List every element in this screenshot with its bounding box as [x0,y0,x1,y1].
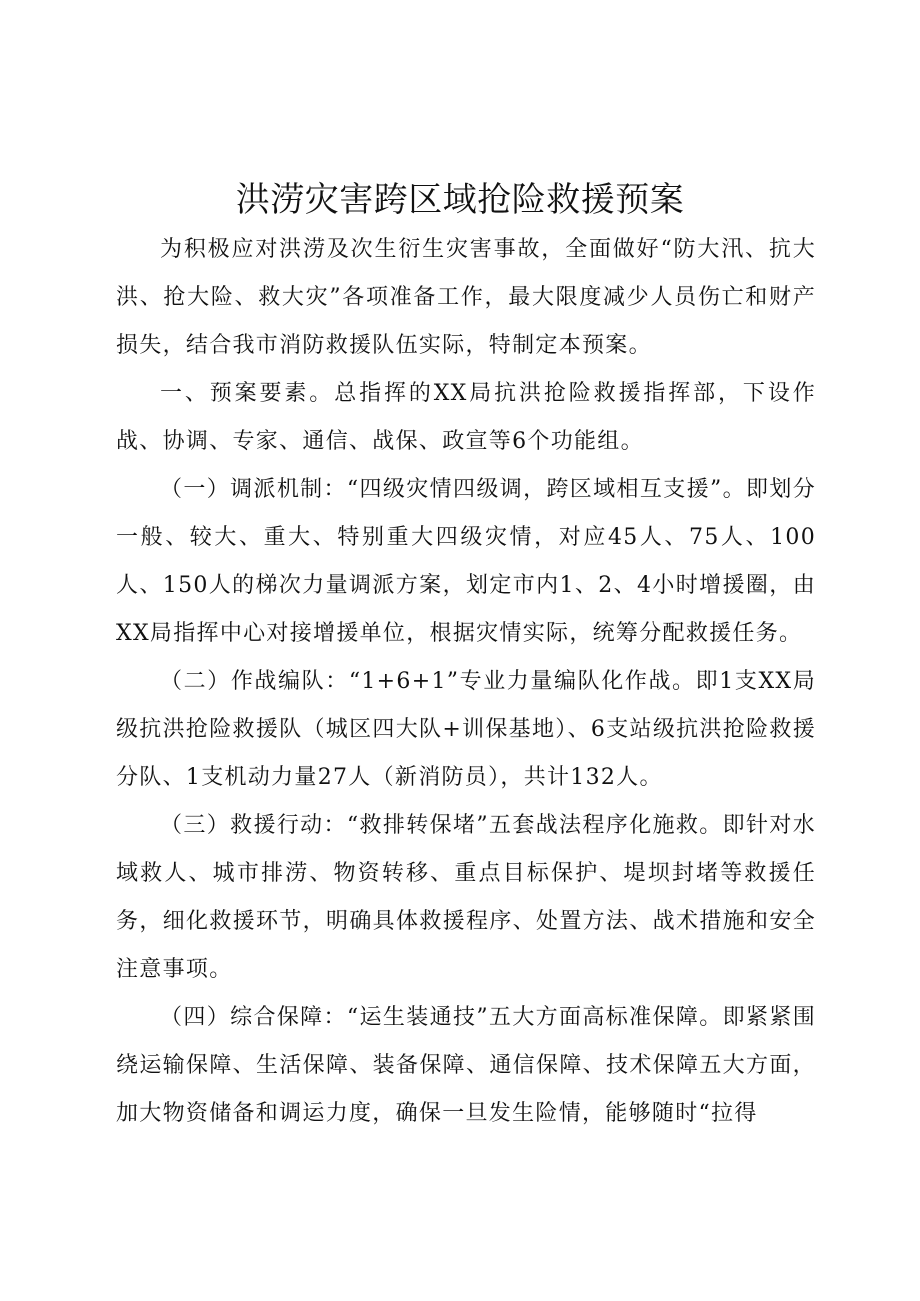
paragraph-text: （四）综合保障：“运生装通技”五大方面高标准保障。即紧紧围绕运输保障、生活保障、装备保障、通信保障、技术保障五大方面，加大物资储备和调运力度，确保一旦发生险情，能够随时“拉得 [116,1005,816,1126]
paragraph-text: （一）调派机制：“四级灾情四级调，跨区域相互支援”。即划分一般、较大、重大、特别重大四级灾情，对应45人、75人、100人、150人的梯次力量调派方案，划定市内1、2、4小时增援圈，由XX局指挥中心对接增援单位，根据灾情实际，统筹分配救援任务。 [116,477,816,646]
paragraph-item-3 [116,802,816,994]
paragraph-item-1 [116,466,816,658]
paragraph-intro [116,226,816,370]
paragraph-text: （三）救援行动：“救排转保堵”五套战法程序化施救。即针对水域救人、城市排涝、物资转移、重点目标保护、堤坝封堵等救援任务，细化救援环节，明确具体救援程序、处置方法、战术措施和安全注意事项。 [116,813,816,982]
paragraph-section-1 [116,370,816,466]
paragraph-item-2 [116,658,816,802]
paragraph-text: 为积极应对洪涝及次生衍生灾害事故，全面做好“防大汛、抗大洪、抢大险、救大灾”各项准备工作，最大限度减少人员伤亡和财产损失，结合我市消防救援队伍实际，特制定本预案。 [116,237,816,358]
document-body [116,226,816,1138]
section-heading: 一、预案要素。 [160,381,335,406]
paragraph-text: （二）作战编队：“1+6+1”专业力量编队化作战。即1支XX局级抗洪抢险救援队（城区四大队+训保基地）、6支站级抗洪抢险救援分队、1支机动力量27人（新消防员），共计132人。 [116,669,816,790]
document-title: 洪涝灾害跨区域抢险救援预案 [235,180,685,220]
paragraph-item-4 [116,994,816,1138]
paragraph-text: 总指挥的XX局抗洪抢险救援指挥部，下设作战、协调、专家、通信、战保、政宣等6个功能组。 [116,381,816,454]
